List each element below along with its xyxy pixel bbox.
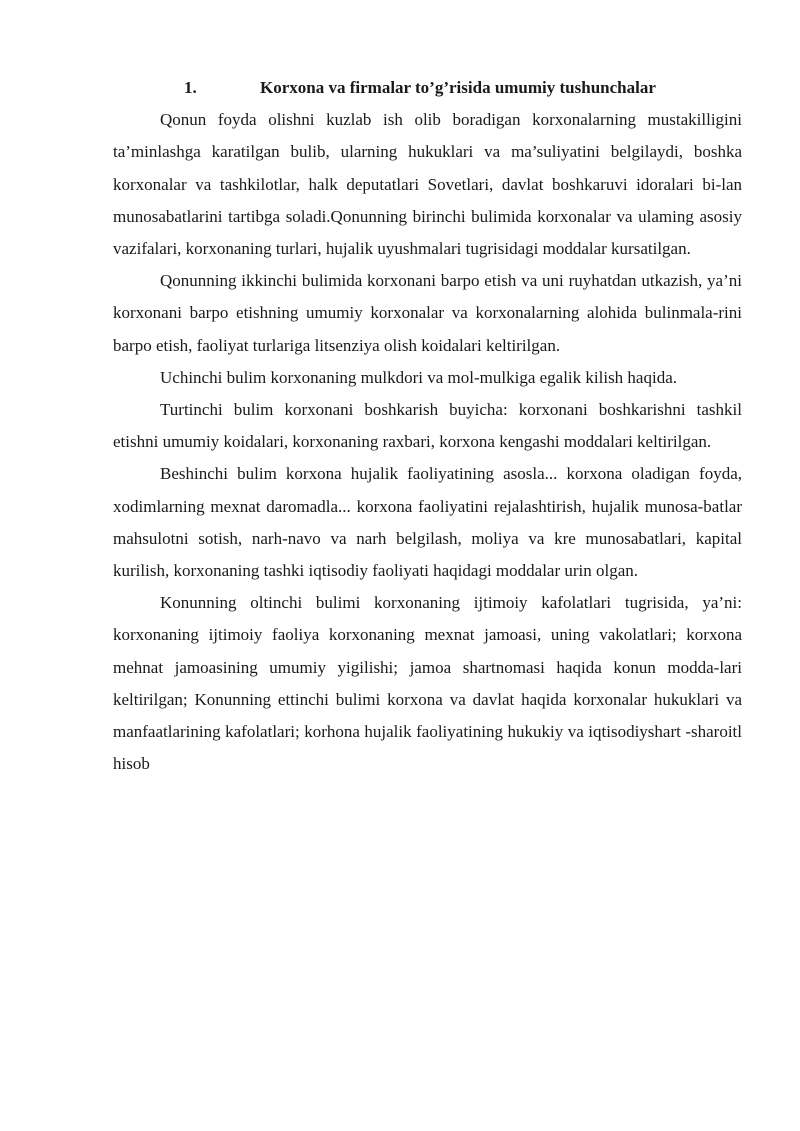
paragraph-4: Turtinchi bulim korxonani boshkarish buyicha: korxonani boshkarishni tashkil etishni umumiy koidalari, korxonaning raxbari, korxona kengashi moddalari keltirilgan. <box>113 400 742 452</box>
paragraph-1: Qonun foyda olishni kuzlab ish olib boradigan korxonalarning mustakilligini ta’minlashga karatilgan bulib, ularning hukuklari va ma’suliyatini belgilaydi, boshka korxonalar va tashkilotlar, halk deputatlari Sovetlari, davlat boshkaruvi idoralari bi-lan munosabatlarini tartibga soladi.Qonunning birinchi bulimida korxonalar va ulaming asosiy vazifalari, korxonaning turlari, hujalik uyushmalari tugrisidagi moddalar kursatilgan. <box>113 110 742 259</box>
paragraph-3: Uchinchi bulim korxonaning mulkdori va mol-mulkiga egalik kilish haqida. <box>160 367 677 387</box>
paragraph-6: Konunning oltinchi bulimi korxonaning ijtimoiy kafolatlari tugrisida, ya’ni: korxonaning ijtimoiy faoliya korxonaning mexnat jamoasi, uning vakolatlari; korxona mehnat jamoasining umumiy yigilishi; jamoa shartnomasi haqida konun modda-lari keltirilgan; Konunning ettinchi bulimi korxona va davlat haqida korxonalar hukuklari va manfaatlarining kafolatlari; korhona hujalik faoliyatining hukukiy va iqtisodiyshart -sharoitl hisob <box>113 593 742 774</box>
section-title: Korxona va firmalar to’g’risida umumiy tushunchalar <box>260 78 656 97</box>
section-heading <box>113 72 742 104</box>
document-body <box>113 72 742 780</box>
paragraph-5: Beshinchi bulim korxona hujalik faoliyatining asosla... korxona oladigan foyda, xodimlarning mexnat daromadla... korxona faoliyatini rejalashtirish, hujalik munosa-batlar mahsulotni sotish, narh-navo va narh belgilash, moliya va kre munosabatlari, kapital kurilish, korxonaning tashki iqtisodiy faoliyati haqidagi moddalar urin olgan. <box>113 464 742 581</box>
section-number: 1. <box>184 78 197 97</box>
paragraph-2: Qonunning ikkinchi bulimida korxonani barpo etish va uni ruyhatdan utkazish, ya’ni korxonani barpo etishning umumiy korxonalar va korxonalarning alohida bulinmala-rini barpo etish, faoliyat turlariga litsenziya olish koidalari keltirilgan. <box>113 271 742 355</box>
